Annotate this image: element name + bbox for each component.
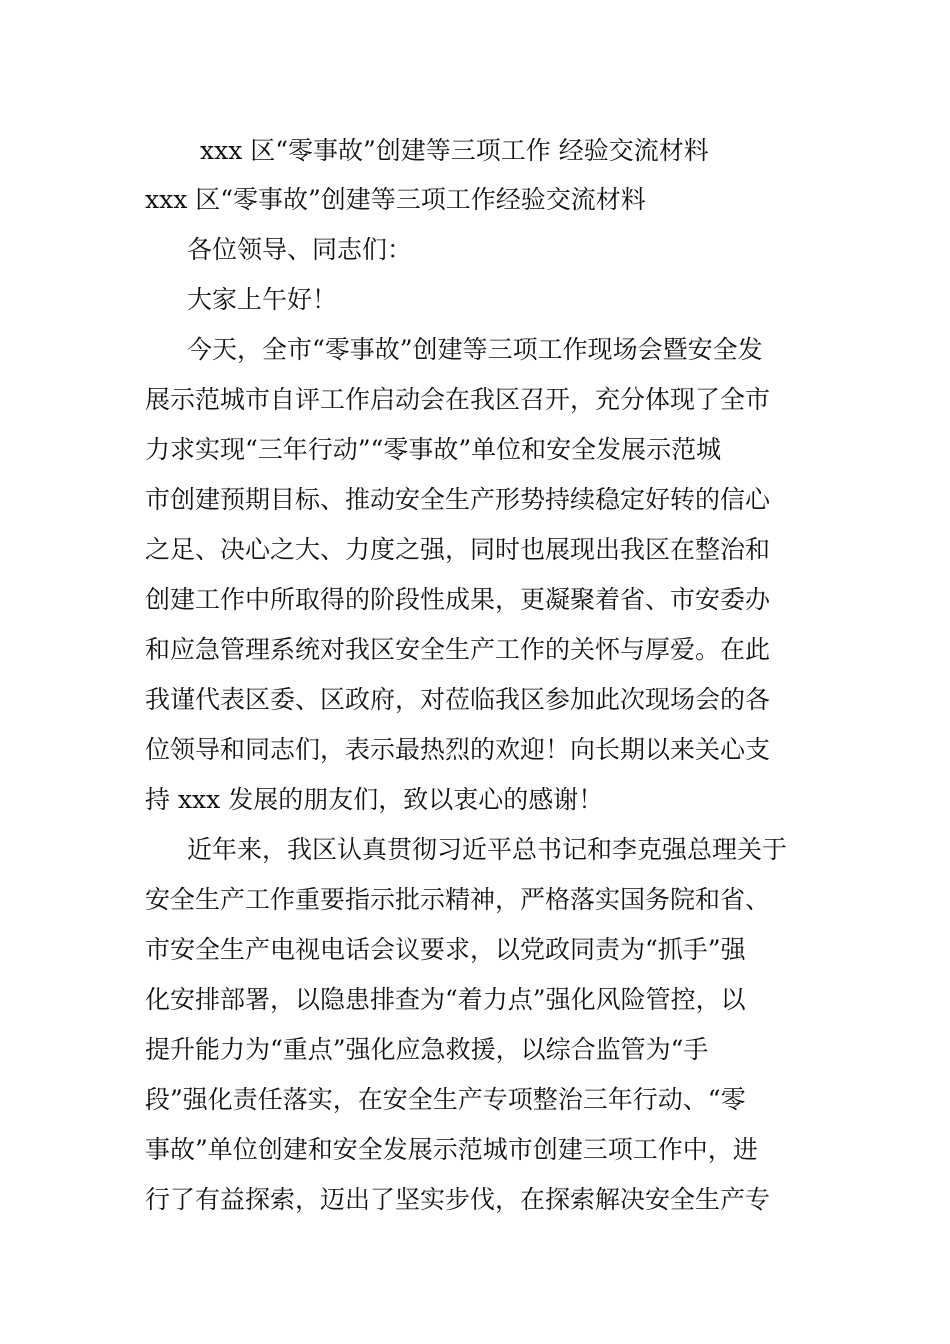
paragraph-line: 持 xxx 发展的朋友们，致以衷心的感谢！	[145, 785, 604, 814]
paragraph-line: 力求实现“三年行动”“零事故”单位和安全发展示范城	[145, 435, 722, 464]
paragraph-line: 市安全生产电视电话会议要求，以党政同责为“抓手”强	[145, 935, 746, 964]
greeting: 大家上午好！	[187, 285, 338, 314]
document-title: xxx 区“零事故”创建等三项工作 经验交流材料	[200, 136, 709, 165]
paragraph-line: 今天，全市“零事故”创建等三项工作现场会暨安全发	[187, 335, 763, 364]
paragraph-line: 安全生产工作重要指示批示精神，严格落实国务院和省、	[145, 885, 771, 914]
paragraph-line: 和应急管理系统对我区安全生产工作的关怀与厚爱。在此	[145, 635, 771, 664]
paragraph-line: 展示范城市自评工作启动会在我区召开，充分体现了全市	[145, 385, 771, 414]
paragraph-line: 之足、决心之大、力度之强，同时也展现出我区在整治和	[145, 535, 771, 564]
paragraph-line: 提升能力为“重点”强化应急救援，以综合监管为“手	[145, 1035, 709, 1064]
salutation: 各位领导、同志们：	[187, 235, 413, 264]
paragraph-line: 位领导和同志们，表示最热烈的欢迎！向长期以来关心支	[145, 735, 771, 764]
paragraph-line: 行了有益探索，迈出了坚实步伐，在探索解决安全生产专	[145, 1185, 771, 1214]
paragraph-line: 创建工作中所取得的阶段性成果，更凝聚着省、市安委办	[145, 585, 771, 614]
paragraph-line: 市创建预期目标、推动安全生产形势持续稳定好转的信心	[145, 485, 771, 514]
paragraph-line: 事故”单位创建和安全发展示范城市创建三项工作中，进	[145, 1135, 758, 1164]
paragraph-line: 近年来，我区认真贯彻习近平总书记和李克强总理关于	[187, 835, 788, 864]
paragraph-line: 段”强化责任落实，在安全生产专项整治三年行动、“零	[145, 1085, 746, 1114]
paragraph-line: 我谨代表区委、区政府，对莅临我区参加此次现场会的各	[145, 685, 771, 714]
paragraph-line: 化安排部署，以隐患排查为“着力点”强化风险管控，以	[145, 985, 746, 1014]
document-heading: xxx 区“零事故”创建等三项工作经验交流材料	[145, 185, 646, 214]
